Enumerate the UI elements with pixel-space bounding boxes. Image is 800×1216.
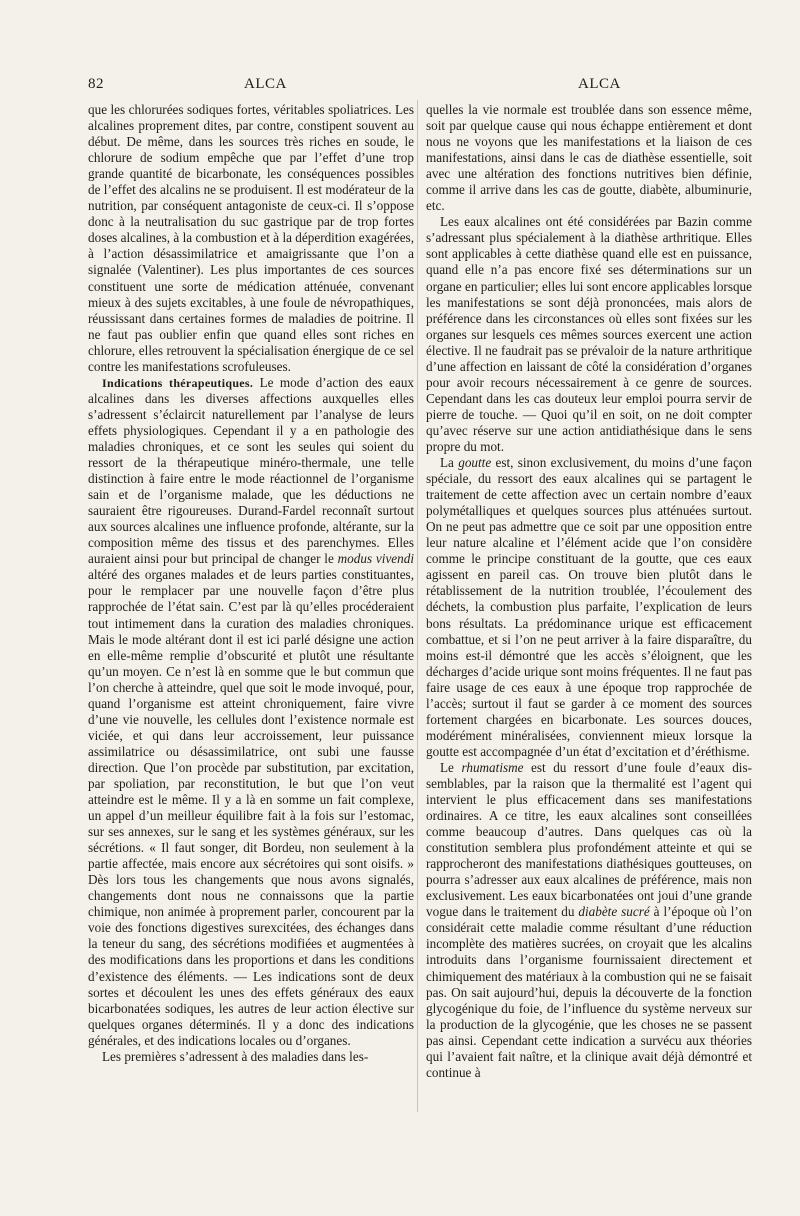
column-divider bbox=[417, 100, 418, 1112]
paragraph: Les premières s’adressent à des maladies dans les- bbox=[102, 1048, 369, 1064]
paragraph-text: Le mode d’action des eaux alcalines dans les diverses affections auxquelles elles s’adressent s’éclaircit naturellement par l’analyse de leurs effets physiologiques. Cependant il y a en pathologie des maladies chroniques, et ce sont les seules qui soient du ressort de la thérapeutique minéro-thermale, une telle distinction à faire entre le mode réactionnel de l’organisme sain et de l’organisme malade, que les déductions ne sauraient être rigoureuses. Durand-Fardel reconnaît surtout aux sources alcalines une influence profonde, altérante, sur la composition même des tissus et des parenchymes. Elles auraient ainsi pour but principal de changer le bbox=[88, 374, 415, 567]
paragraph-text: La bbox=[440, 455, 459, 471]
paragraph: Les eaux alcalines ont été considérées par Bazin comme s’adressant plus spécialement à la diathèse arthritique. Elles sont applicables à cette diathèse quand elle est en puissance, quand elle n’a pas encore fixé ses déterminations sur un organe en particulier; elles lui sont encore applicables lorsque les manifestations se sont déjà prononcées, mais alors de préférence dans les circonstances où elles sont fixées sur les organes sur lesquels ces mêmes sources exercent une action élective. Il ne faudrait pas se prévaloir de la nature arthritique d’une affection en laissant de côté la considération d’organes pour avoir recours nécessairement à ce genre de sources. Cependant dans les cas douteux leur emploi pourra servir de pierre de touche. — Quoi qu’il en soit, on ne doit compter qu’avec réserve sur une action antidiathésique dans le sens propre du mot. bbox=[426, 214, 752, 454]
paragraph-text: altéré des organes malades et de leurs parties constituantes, pour le remplacer par une nouvelle façon d’être plus rapprochée de l’état sain. C’est par là qu’elles procéderaient tout intimement dans la curation des maladies chroniques. Mais le mode altérant dont il est ici parlé désigne une action en elle-même remplie d’obscurité et plutôt une résultante qu’un moyen. Ce n’est là en somme que le but commun que l’on cherche à atteindre, quel que soit le mode invoqué, pour, quand l’organisme est atteint chroniquement, faire vivre d’une vie nouvelle, les cellules dont l’existence normale est viciée, et qui dans leur accroissement, leur puissance assimilatrice ou désassimilatrice, ont subi une fausse direction. Que l’on procède par substitution, par excitation, par spoliation, par reconstitution, le but que l’on veut atteindre est le même. Il y a là en somme un fait complexe, un appel d’un meilleur équilibre fait à la fois sur l’estomac, sur ses annexes, sur le sang et les systèmes généraux, sur les sécrétions. « Il faut songer, dit Bordeu, non seulement à la partie affectée, mais encore aux sécrétoires qui sont oisifs. » Dès lors tous les changements que nous avons signalés, changements dont nous ne connaissons que la partie chimique, non animée à proprement parler, concourent par la voie des fonctions digestives surexcitées, des échanges dans la teneur du sang, des sécrétions modifiées et augmentées à des modifications dans les proportions et dans les conditions d’existence des éléments. — Les indications sont de deux sortes et découlent les unes des effets généraux des eaux bicarbonatées sodiques, les autres de leur action élective sur quelques organes déterminés. Il y a donc des indications générales, et des indications locales ou d’organes. bbox=[88, 567, 414, 1048]
page-number: 82 bbox=[88, 76, 104, 92]
right-column bbox=[426, 102, 752, 1081]
section-heading: Indications thérapeutiques. bbox=[102, 375, 254, 390]
italic-term: goutte bbox=[458, 455, 492, 471]
paragraph: que les chlorurées sodiques fortes, véritables spoliatrices. Les alcalines proprement dites, par contre, constipent souvent au début. De même, dans les sources très riches en soude, le chlorure de sodium empêche que par l’effet d’une trop grande quantité de bicarbonate, les conséquences possibles de l’effet des alcalins ne se produisent. Il est modérateur de la nutrition, par conséquent antagoniste de ceux-ci. Il s’oppose donc à la neutralisation du suc gastrique par de trop fortes doses alcalines, à la combustion et à la déperdition exagérées, à l’action désassimilatrice et amaigrissante que l’on a signalée (Valentiner). Les plus importantes de ces sources constituent une sorte de médication atténuée, convenant mieux à des sujets excitables, à une foule de névropathiques, réussissant dans certaines formes de maladies de poitrine. Il ne faut pas oublier enfin que quand elles sont riches en chlorure, elles retrouvent la spécialisation énergique de ce sel contre les manifestations scrofuleuses. bbox=[88, 102, 414, 374]
paragraph-indications bbox=[88, 375, 414, 1049]
paragraph-text: est, sinon exclusivement, du moins d’une façon spéciale, du ressort des eaux alcalines qui se partagent le traitement de cette affection avec un certain nombre d’eaux polymétalliques et quelques sources plus atténuées surtout. On ne peut pas admettre que ce soit par une opposition entre leur nature alcaline et l’élément acide que l’on considère comme le principe constituant de la goutte, que ces eaux agissent en pareil cas. On trouve bien plutôt dans le rétablissement de la nutrition troublée, l’écoulement des déchets, la combustion plus parfaite, l’explication de leurs bons résultats. La prédominance urique est efficacement combattue, et si l’on ne peut arriver à la faire disparaître, du moins est-il démontré que les accès s’éloignent, que les décharges d’acide urique sont moins fréquentes. Il ne faut pas faire usage de ces eaux à une époque trop rapprochée de l’accès; surtout il faut se garder à ce moment des sources fortement chargées en bicarbonate. Les sources douces, modérément minéralisées, conviennent mieux lorsque la goutte est accompagnée d’un état d’excitation et d’éréthisme. bbox=[426, 455, 752, 759]
italic-term: modus vivendi bbox=[337, 551, 415, 567]
paragraph-rhumatisme bbox=[426, 760, 752, 1081]
left-column bbox=[88, 102, 414, 1065]
paragraph-text: Le bbox=[440, 759, 462, 775]
running-head-left: ALCA bbox=[244, 76, 287, 92]
running-head-right: ALCA bbox=[578, 76, 621, 92]
paragraph: quelles la vie normale est troublée dans son essence même, soit par quelque cause qui nous échappe entièrement et dont nous ne voyons que les manifestations et la liaison de ces manifestations, ainsi dans le cas de diathèse essentielle, soit avec une altération des fonctions nutritives bien définie, comme il arrive dans les cas de goutte, diabète, albuminurie, etc. bbox=[426, 102, 752, 214]
italic-term: rhumatisme bbox=[461, 759, 524, 775]
paragraph-goutte bbox=[426, 455, 752, 760]
paragraph-text: à l’époque où l’on considérait cette maladie comme résultant d’une réduction incomplète des matières sucrées, on croyait que les alcalins introduits dans l’organisme fournissaient directement et chimiquement des matériaux à la combustion qui ne se faisait pas. On sait aujourd’hui, depuis la découverte de la fonction glycogénique du foie, de l’influence du système nerveux sur la production de la glycogénie, que les choses ne se passent pas ainsi. Cependant cette indication a survécu aux théories qui l’avaient fait naître, et la clinique avait déjà démontré et continue à bbox=[426, 904, 752, 1080]
paragraph-text: est du ressort d’une foule d’eaux dissemblables, par la raison que la thermalité est l’agent qui intervient le plus efficacement dans ses manifestations ordinaires. A ce titre, les eaux alcalines sont conseillées comme beaucoup d’autres. Dans quelques cas où la constitution semblera plus profondément atteinte et qui se rapprocheront des manifestations diathésiques goutteuses, on pourra s’adresser aux eaux alcalines de préférence, mais non exclusivement. Les eaux bicarbonatées ont joui d’une grande vogue dans le traitement du bbox=[426, 759, 752, 920]
italic-term: diabète sucré bbox=[578, 904, 650, 920]
